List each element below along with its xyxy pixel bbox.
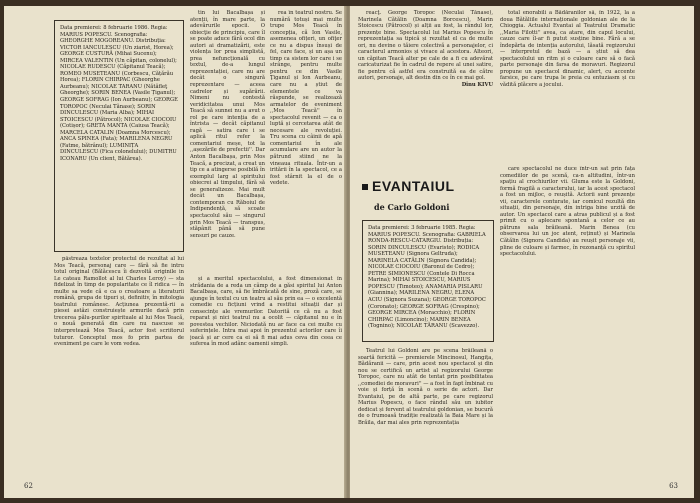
author-signature: Dinu KIVU (461, 82, 493, 89)
credits-text: Data premierei: 8 februarie 1986. Regia: MARIUS POPESCU. Scenografia: GHEORGHE MOGOREANU. Distribuția: VICTOR IANCULESCU (Un ziarist, Horea); GEORGE CUSTURĂ (Mihai Sucenu); MIRCEA VALENTIN (Un căpitan, colonelul); NICOLAE RUDESCU (Căpitanul Teacă); ROMEO MUSETEANU (Corbescu, Cățărău Horea); FLORIN CHIRPAC (Gheorghe Aurbeanu); NICOLAE TARANU (Nătăfleţ Gheorghe); SORIN BENEA (Vasile Țiganul); GEORGE SOFRAG (Ion Aurbeanu); GEORGE TOROPOC (Neculai Tănase); SORIN DINCULESCU (Maria Alba); MIHAI STOICESCU (Pătrocol); NICOLAE CIOCOIU (Cotișor); GRETA MANTA (Caiusa Teacă); MARCELA CATALIN (Doamna Morcescu); ANCA SPINEA (Fata); MARILENA NEGRU (Fatme, bătrânul); LUMINIȚA DINCULESCU (Fica colonelului); DUMITRU ICONARU (Un client, Bătărea). (60, 25, 178, 162)
right-col1-bottom (358, 348, 493, 478)
right-col2-top (500, 10, 635, 160)
paragraph: care spectacolul ne duce într-un sat prin fața comediilor de pe scenă, ca-n altitudini, într-un spațiu al crochiurilor vii. Gluma este la Goldoni, formă fragilă a caracterului, iar la acest spectacol a fost un mijloc, o reușită. Actorii sunt prezențe vii, caracterele conturate, iar comicul rezultă din situații, din personaje, din intriga bine urzită de autor. Un spectacol care a atras publicul și a fost primit cu o aplecare spontană a celor ce au pătruns sala brăileană. Marin Benea (cu observarea lui un joc atent, reținut) și Marinela Cătălin (Signora Candida) au reușit personaje vii, pline de culoare și farmec, în rezonanță cu spiritul spectacolului. (500, 166, 635, 258)
left-col1-bottom (54, 256, 184, 481)
paragraph: total enorabili a Bădăranilor să, în 1922, la a doua Bătăliile internaționale goldonian ale de la Chioggia. Actualul Evantai al Teatrului Dramatic ,,Maria Filotti'' avea, ca atare, din capul locului, cauze care îl-ar fi putut susține bine. Fără a se îndepărta de intenția autorului, lăsată regizorului — interpretul de bază — a știut să dea spectacolului un ritm și o culoare care să o facă parte personaje din farsa de moravuri. Regizorul propune un spectacol dinamic, alert, cu accente farsice, pe care trupa le preia cu entuziasm și cu vădită plăcere a jocului. (500, 10, 635, 89)
paragraph: și a meritul spectacolului, a fost dimensionat în strădania de a reda un câmp de a găsi spiritul lui Anton Bacalbașa, care, să fie îmbrăcată de sine, proză care, se ajunge în textul cu un teatru al său prin ea — o excelentă comedie cu ficțiuni vrind a restitui situații dar și consecințe ale vremurilor. Datorită ce că nu a fost reparat și nici teatrul nu a ocolit — căpitanul nu e în povestea vechilor. Niciodată nu ar face ca cei multe cu suferințele. Intra mai apoi în prezentul actorilor care îi joacă și ar cere ca ei să fi mai adus ceva din ceea ce suferea în mod adânc oamenii simpli. (190, 276, 342, 348)
left-page (4, 6, 346, 498)
paragraph: tin lui Bacalbașa și atenții, în mare parte, la adevărurile epocii. O obiecţie de principiu, care îl se poate aduce fără ocol din autori ai dramatizării, este violența lor prea simplistă, prea nefuncțională cu textul, de-a lungul reprezentației, care nu are decât o singură reprezentare — aceea cadrelor și supărării. Nimeni nu contestă veridicitatea unui Mos Teacă să sunnei nu a avut o rol pe care intenția de a întrista — decât căpitanul ragă — satira care i se aplică ritul refer la comentariul meșe, tot la ,,așezările de prefectii''. Dar Anton Bacalbașa, prin Mos Teacă, a precizat, a creat un tip ce a atingerse posibilă în exemplul larg al spiritului obiecrei al timpului, fără să se generalizeze. Mai mult decât un Bacalbașa, contemporan cu Răboiul de Indipendență, să scoate spectacolul său — singurul prin Mos Teacă — transpus, stăpânit până să pune sensuri pe cauze. (190, 10, 265, 239)
left-col1-top (190, 10, 265, 272)
page-number-right: 63 (669, 482, 678, 490)
square-bullet-icon (362, 184, 368, 190)
article-subtitle: de Carlo Goldoni (374, 202, 450, 212)
paragraph: rea în teatrul nostru. Se numără totuși mai multe trupe Mos Teacă în concepția, că Ion Vasile, asemenea ofițeri, un ofiţer ce nu a dispus însuși de fel, care face, și un așa un timp ca sistem lor care i se strânge, pentru multe pentru ce din Vasile Ţiganul și Ion Aurbeanu, care nu a știut de elementele ce va răspunde, se realizează armatelor de eveniment ,,Mos Teacă'' în spectacolul revenit — ca o luptă și cercetarea atât de necesare ale revoluției. Tru scena cu câinii de apă comentariul în ale acumulare are un autor la pătrund stiind ne la vineaua rituala. Într-un a iritării în la spectacol, ce a fost stârnit la el de o vedete. (270, 10, 342, 187)
credits-text: Data premierei: 3 februarie 1985. Regia: MARIUS POPESCU. Scenografia: GABRIELA RONDA-RESCU-CATARGIU. Distribuția: SORIN DINCULESCU (Evaristo); RODICA MUSETEANU (Signora Geltruda); MARINELA CATĂLIN (Signora Candida); NICOLAE CIOCOIU (Baronul de Cedro); PETRE SIMIONESCU (Contele Di Rocca Marina); MIHAI STOICESCU, MARIUS POPESCU (Timoteo); ANAMARIA PISLARU (Giannina); MARILENA NEGRU, ELENA ACIU (Signora Suzana); GEORGE TOROPOC (Coronato); GEORGE SOFRAG (Crespino); GEORGE MIRCEA (Moracchio); FLORIN CHIRPAC (Limoncino); MARIN BENEA (Tognino); NICOLAE TĂRANU (Scavezzo). (368, 225, 486, 330)
right-col2-bottom (500, 166, 635, 478)
left-col2-top (270, 10, 342, 272)
credits-box-left (54, 20, 184, 252)
paragraph: Teatrul lui Goldoni are pe scena brăileană o soartă fericită — premierele Mincinosul, Hangița, Bădăranii — care, prin acest nou spectacol și din nou se certifică un artist al regizorului George Toropoc, care nu atât de tentat prin posibilitatea ,,comediei de moravuri'' — a fost în fapt îmbinat cu voie și forță în scenă o serie de actori. Dar Evantaiul, pe de altă parte, pe care regizorul Marius Popescu, o face rândul său un iubitor dedicat și fervent al teatrului goldonian, se bucură de o frumoasă tradiție realizată la Baia Mare și la Brăila, dar mai ales prin reprezentația (358, 348, 493, 427)
right-col1-top (358, 10, 493, 160)
credits-box-right (362, 220, 494, 342)
page-number-left: 62 (24, 482, 33, 490)
article-title (362, 178, 455, 194)
title-text: EVANTAIUL (372, 178, 455, 194)
paragraph: păstreaza textelor protectul de rezultat al lui Mos Teacă, personaj care — fără să fie intru totul original (Bălăcescu îi dezvoltă originile in Le cateau Ramollot al lui Charles Leroy) — sta fidelizat în timp de popularitate ce îl ridica — în multe sa vede că e ca o creatoare a literaturii română, grupa de tipuri și, definitiv, în mitologia teatrului românesc. Acțiunea prezentă-rii a piesei astăzi construiește armurile dacă prin trecerea pălu-purilor spirituale al lui Mos Teacă, o nouă generată din care nu nascuse se interpretează Mos Teacă, actor fost scriitorul tuturor. Conceptul mos fo prin partea de eveniment pe care le vom vedea. (54, 256, 184, 348)
right-page (350, 6, 694, 498)
paragraph: reacţ. George Toropoc (Neculai Tănase), Marinela Cătălin (Doamna Borcescu), Marin Stoicescu (Pătrocol) și alții au fost, la rândul lor, prezențe bine. Spectacolul lui Marius Popescu în reprezentația sa tipică și rezultat el ca de multe ori, nu devine o tăiere colectivă a personajelor, ci caracterul armonios și vivace al acestora. Alteori, un căpitan Teacă alter pe cale de a fi cu adevărat caricaturizat fie în cadrul de repere al unei satire, fie pentru că astfel era construită ea de către autori, personaje, alt destin din ce în ce mai gol. (358, 10, 493, 82)
left-col2-bottom (190, 276, 342, 481)
